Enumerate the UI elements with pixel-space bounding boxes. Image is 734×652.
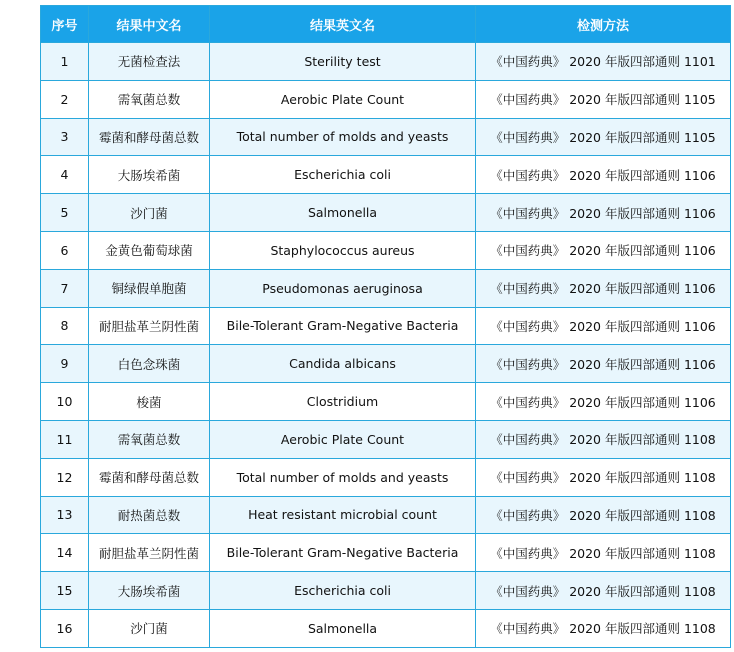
- cell-cn: 金黄色葡萄球菌: [89, 231, 210, 269]
- cell-en: Salmonella: [210, 609, 476, 647]
- cell-en: Staphylococcus aureus: [210, 231, 476, 269]
- cell-no: 10: [41, 383, 89, 421]
- cell-en: Bile-Tolerant Gram-Negative Bacteria: [210, 307, 476, 345]
- table-row: [41, 269, 731, 307]
- cell-cn: 梭菌: [89, 383, 210, 421]
- cell-method: 《中国药典》 2020 年版四部通则 1101: [476, 43, 731, 81]
- cell-no: 14: [41, 534, 89, 572]
- cell-en: Escherichia coli: [210, 156, 476, 194]
- cell-method: 《中国药典》 2020 年版四部通则 1108: [476, 420, 731, 458]
- cell-cn: 霉菌和酵母菌总数: [89, 118, 210, 156]
- test-methods-table-container: [40, 5, 730, 648]
- cell-method: 《中国药典》 2020 年版四部通则 1106: [476, 383, 731, 421]
- cell-no: 7: [41, 269, 89, 307]
- cell-no: 13: [41, 496, 89, 534]
- header-english-name: 结果英文名: [210, 6, 476, 43]
- cell-cn: 铜绿假单胞菌: [89, 269, 210, 307]
- cell-method: 《中国药典》 2020 年版四部通则 1106: [476, 307, 731, 345]
- cell-method: 《中国药典》 2020 年版四部通则 1106: [476, 345, 731, 383]
- cell-method: 《中国药典》 2020 年版四部通则 1106: [476, 231, 731, 269]
- cell-method: 《中国药典》 2020 年版四部通则 1108: [476, 534, 731, 572]
- cell-no: 8: [41, 307, 89, 345]
- cell-no: 2: [41, 80, 89, 118]
- cell-cn: 需氧菌总数: [89, 420, 210, 458]
- cell-cn: 需氧菌总数: [89, 80, 210, 118]
- table-row: [41, 156, 731, 194]
- cell-en: Salmonella: [210, 194, 476, 232]
- table-row: [41, 609, 731, 647]
- table-row: [41, 43, 731, 81]
- header-serial-no: 序号: [41, 6, 89, 43]
- cell-cn: 沙门菌: [89, 194, 210, 232]
- table-row: [41, 458, 731, 496]
- table-row: [41, 420, 731, 458]
- table-row: [41, 383, 731, 421]
- cell-method: 《中国药典》 2020 年版四部通则 1106: [476, 194, 731, 232]
- cell-method: 《中国药典》 2020 年版四部通则 1106: [476, 269, 731, 307]
- cell-no: 12: [41, 458, 89, 496]
- cell-cn: 沙门菌: [89, 609, 210, 647]
- cell-no: 9: [41, 345, 89, 383]
- table-row: [41, 194, 731, 232]
- cell-no: 15: [41, 572, 89, 610]
- cell-method: 《中国药典》 2020 年版四部通则 1105: [476, 118, 731, 156]
- table-row: [41, 496, 731, 534]
- table-row: [41, 345, 731, 383]
- cell-en: Total number of molds and yeasts: [210, 458, 476, 496]
- table-row: [41, 307, 731, 345]
- cell-method: 《中国药典》 2020 年版四部通则 1105: [476, 80, 731, 118]
- cell-no: 6: [41, 231, 89, 269]
- cell-method: 《中国药典》 2020 年版四部通则 1108: [476, 609, 731, 647]
- cell-no: 11: [41, 420, 89, 458]
- table-row: [41, 118, 731, 156]
- cell-cn: 白色念珠菌: [89, 345, 210, 383]
- table-row: [41, 231, 731, 269]
- cell-en: Candida albicans: [210, 345, 476, 383]
- cell-en: Aerobic Plate Count: [210, 80, 476, 118]
- cell-en: Bile-Tolerant Gram-Negative Bacteria: [210, 534, 476, 572]
- cell-cn: 大肠埃希菌: [89, 156, 210, 194]
- cell-en: Escherichia coli: [210, 572, 476, 610]
- cell-cn: 耐胆盐革兰阴性菌: [89, 534, 210, 572]
- cell-en: Heat resistant microbial count: [210, 496, 476, 534]
- test-methods-table: [40, 5, 731, 648]
- cell-no: 16: [41, 609, 89, 647]
- cell-cn: 耐热菌总数: [89, 496, 210, 534]
- table-row: [41, 534, 731, 572]
- cell-no: 5: [41, 194, 89, 232]
- cell-no: 3: [41, 118, 89, 156]
- header-test-method: 检测方法: [476, 6, 731, 43]
- table-header-row: [41, 6, 731, 43]
- cell-en: Total number of molds and yeasts: [210, 118, 476, 156]
- cell-en: Clostridium: [210, 383, 476, 421]
- cell-no: 4: [41, 156, 89, 194]
- cell-method: 《中国药典》 2020 年版四部通则 1108: [476, 458, 731, 496]
- cell-method: 《中国药典》 2020 年版四部通则 1108: [476, 572, 731, 610]
- cell-cn: 无菌检查法: [89, 43, 210, 81]
- cell-cn: 大肠埃希菌: [89, 572, 210, 610]
- cell-method: 《中国药典》 2020 年版四部通则 1108: [476, 496, 731, 534]
- cell-en: Aerobic Plate Count: [210, 420, 476, 458]
- table-row: [41, 572, 731, 610]
- cell-cn: 耐胆盐革兰阴性菌: [89, 307, 210, 345]
- cell-en: Pseudomonas aeruginosa: [210, 269, 476, 307]
- cell-en: Sterility test: [210, 43, 476, 81]
- cell-no: 1: [41, 43, 89, 81]
- cell-cn: 霉菌和酵母菌总数: [89, 458, 210, 496]
- table-row: [41, 80, 731, 118]
- header-chinese-name: 结果中文名: [89, 6, 210, 43]
- cell-method: 《中国药典》 2020 年版四部通则 1106: [476, 156, 731, 194]
